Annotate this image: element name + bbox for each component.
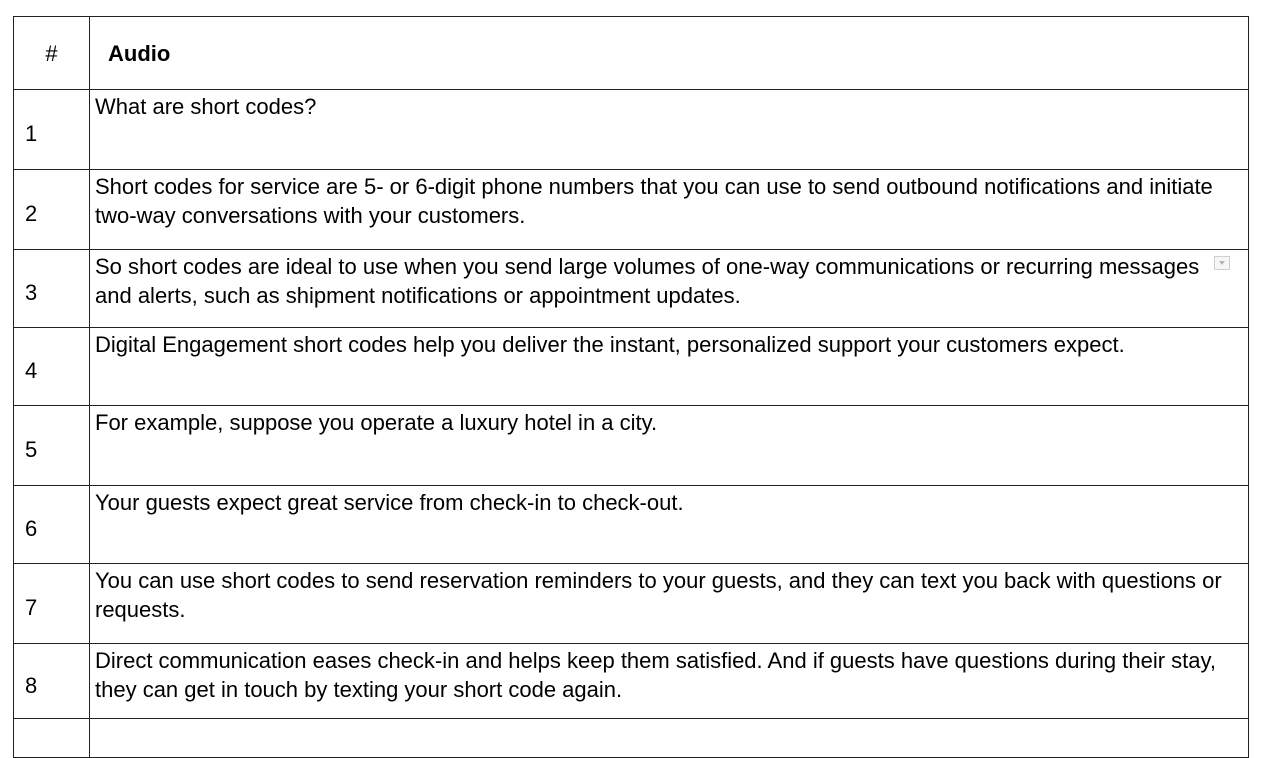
audio-text-cell[interactable]: Direct communication eases check-in and helps keep them satisfied. And if guests have questions during their stay, they can get in touch by texting your short code again. bbox=[90, 644, 1249, 719]
table-row bbox=[14, 406, 1249, 486]
table-row bbox=[14, 644, 1249, 719]
row-number bbox=[14, 719, 90, 758]
table-row bbox=[14, 328, 1249, 406]
row-number: 2 bbox=[14, 170, 90, 250]
chevron-down-icon[interactable] bbox=[1214, 256, 1230, 270]
audio-text-cell[interactable]: Short codes for service are 5- or 6-digit phone numbers that you can use to send outbound notifications and initiate two-way conversations with your customers. bbox=[90, 170, 1249, 250]
table-header-row bbox=[14, 17, 1249, 90]
audio-script-table bbox=[13, 16, 1249, 758]
audio-text-cell[interactable]: Digital Engagement short codes help you deliver the instant, personalized support your customers expect. bbox=[90, 328, 1249, 406]
row-number: 5 bbox=[14, 406, 90, 486]
audio-text-cell[interactable]: Your guests expect great service from check-in to check-out. bbox=[90, 486, 1249, 564]
table-row bbox=[14, 90, 1249, 170]
audio-text-cell[interactable] bbox=[90, 719, 1249, 758]
column-header-number: # bbox=[14, 17, 90, 90]
audio-text-cell[interactable]: You can use short codes to send reservation reminders to your guests, and they can text you back with questions or requests. bbox=[90, 564, 1249, 644]
column-header-audio: Audio bbox=[90, 17, 1249, 90]
row-number: 1 bbox=[14, 90, 90, 170]
row-number: 7 bbox=[14, 564, 90, 644]
audio-text: So short codes are ideal to use when you send large volumes of one-way communications or recurring messages and alerts, such as shipment notifications or appointment updates. bbox=[95, 254, 1200, 308]
table-row bbox=[14, 250, 1249, 328]
row-number: 4 bbox=[14, 328, 90, 406]
table-row bbox=[14, 564, 1249, 644]
audio-text-cell[interactable]: What are short codes? bbox=[90, 90, 1249, 170]
table-row-partial bbox=[14, 719, 1249, 758]
table-row bbox=[14, 170, 1249, 250]
row-number: 6 bbox=[14, 486, 90, 564]
audio-text-cell[interactable]: For example, suppose you operate a luxury hotel in a city. bbox=[90, 406, 1249, 486]
audio-text-cell-with-dropdown[interactable] bbox=[90, 250, 1249, 328]
row-number: 3 bbox=[14, 250, 90, 328]
row-number: 8 bbox=[14, 644, 90, 719]
table-row bbox=[14, 486, 1249, 564]
